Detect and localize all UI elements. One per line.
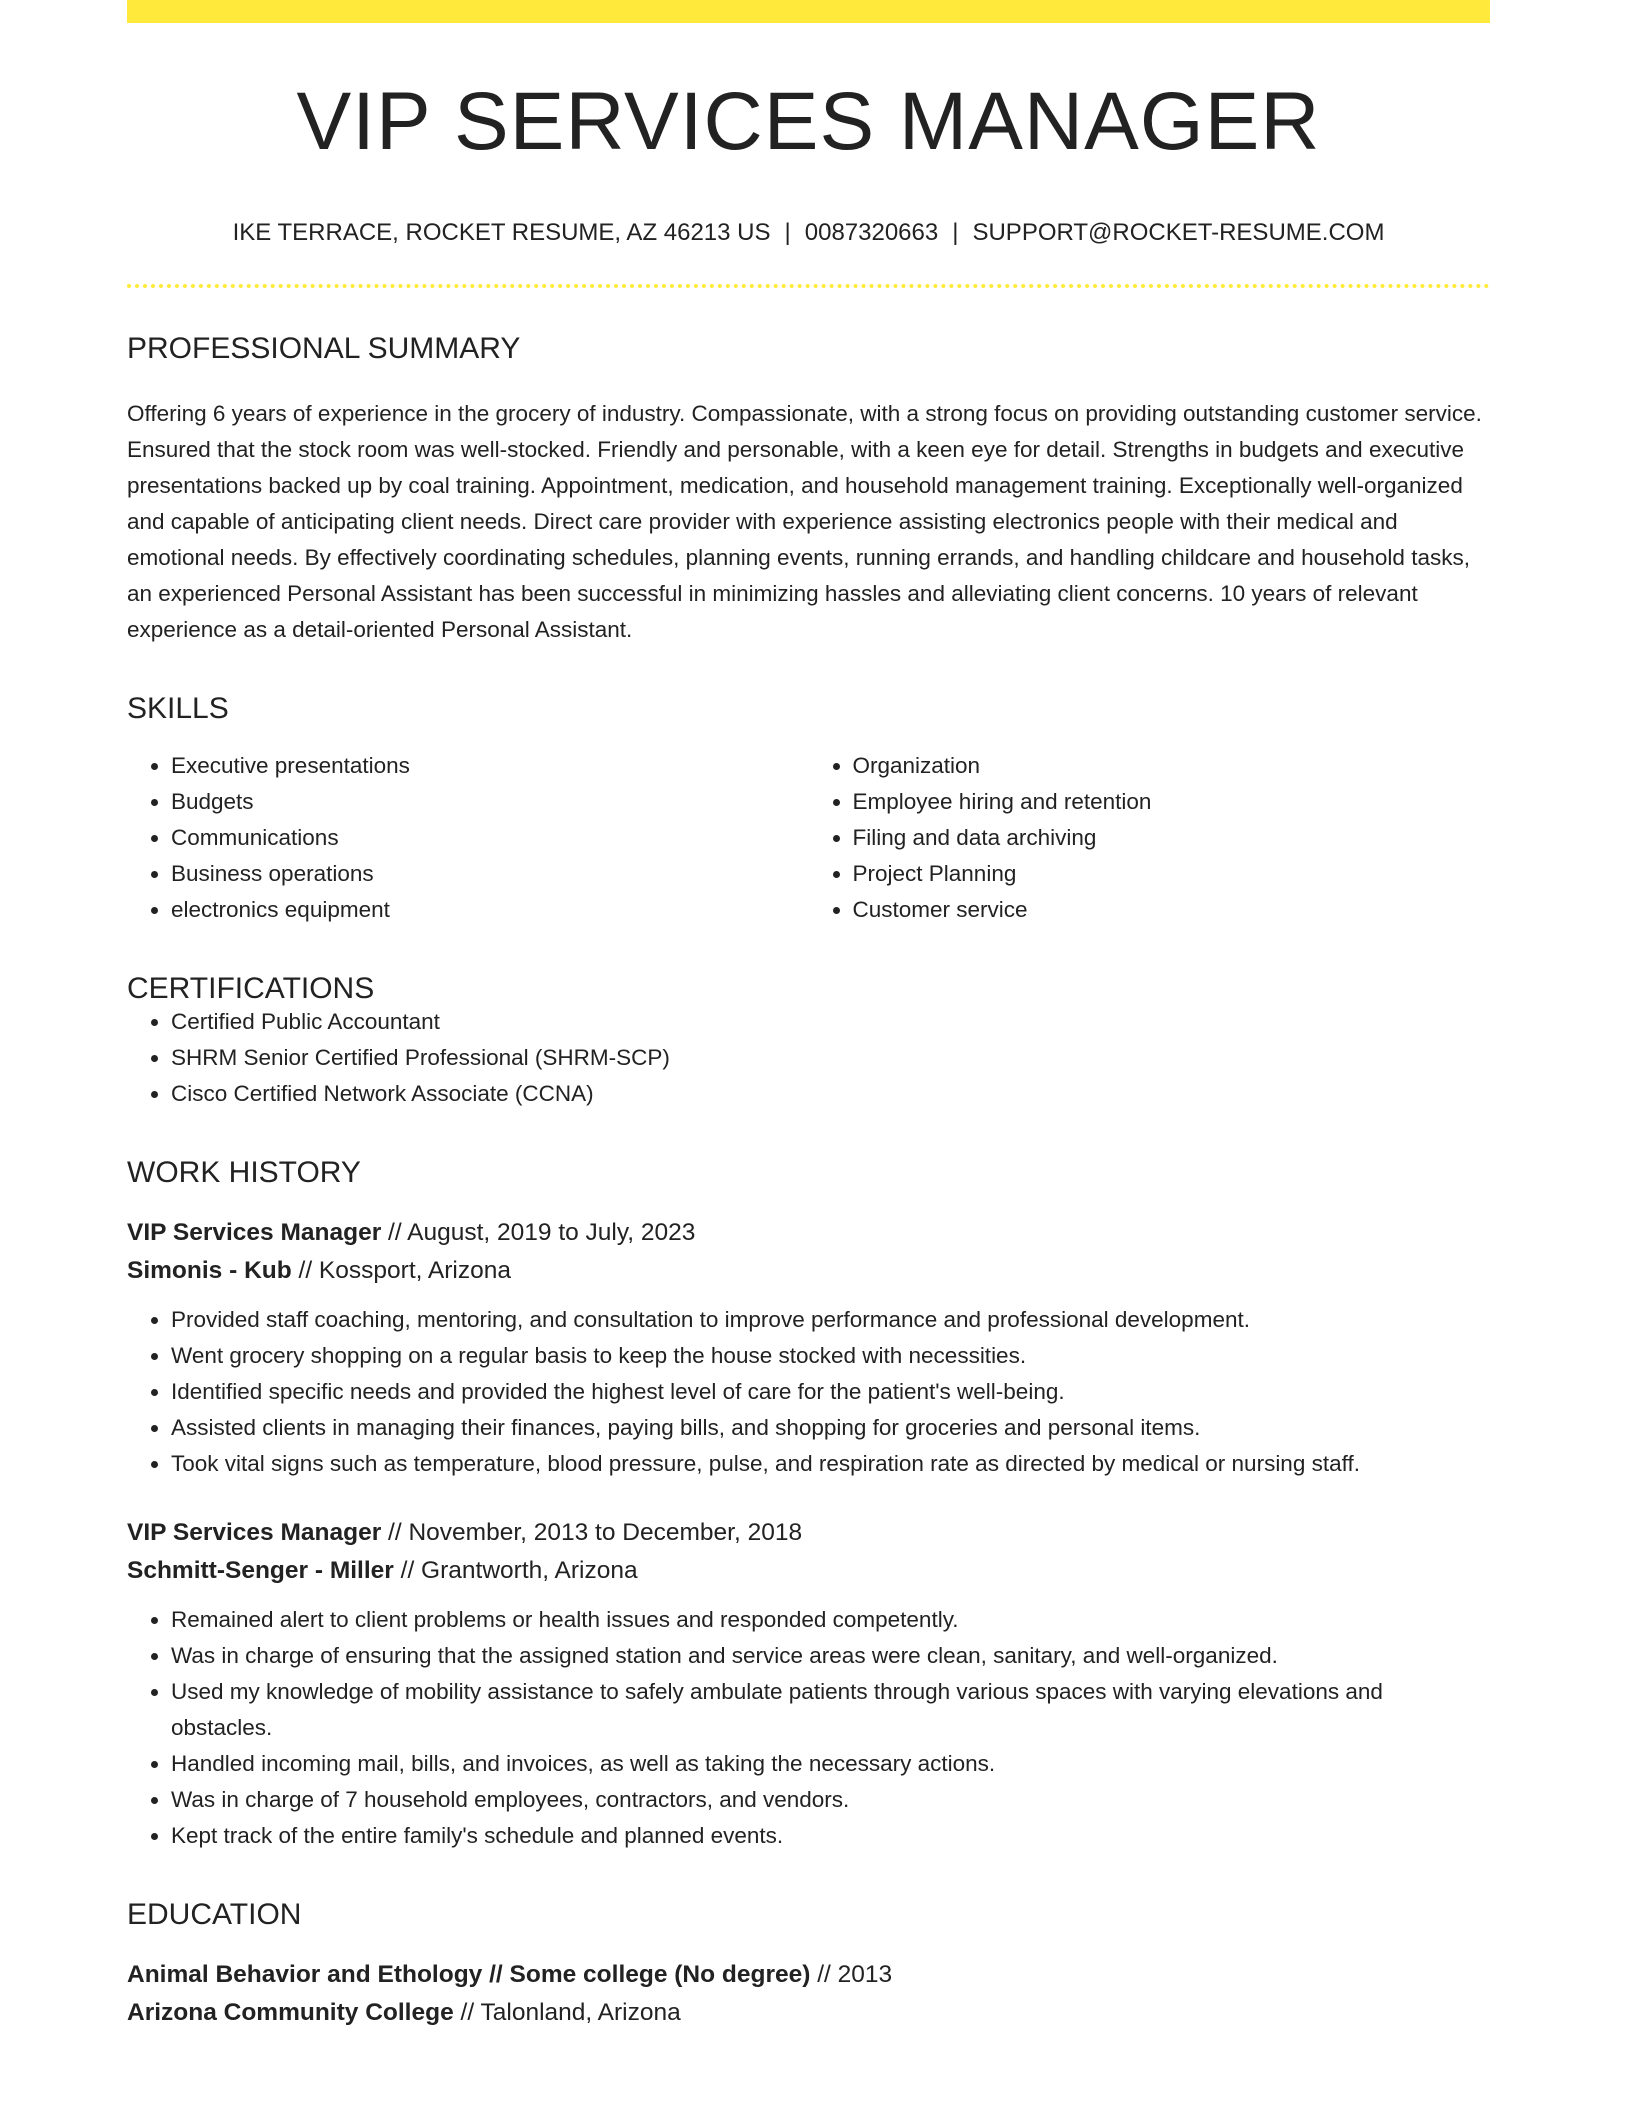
job-dates: // November, 2013 to December, 2018 [388, 1519, 803, 1546]
education-location: // Talonland, Arizona [460, 1999, 681, 2026]
section-title-education: EDUCATION [127, 1898, 302, 1931]
job-bullet: • Provided staff coaching, mentoring, and consultation to improve performance and professional development. [171, 1302, 1490, 1338]
skills-column-left [127, 748, 809, 928]
section-title-certifications: CERTIFICATIONS [127, 972, 375, 1005]
education-degree: Animal Behavior and Ethology // Some college (No degree) [127, 1961, 811, 1988]
job-bullet: • Was in charge of 7 household employees, contractors, and vendors. [171, 1782, 1490, 1818]
dotted-divider [127, 284, 1490, 288]
job-title-line [127, 1514, 1490, 1552]
job-bullet: • Kept track of the entire family's schedule and planned events. [171, 1818, 1490, 1854]
education-school-line [127, 1994, 1490, 2032]
contact-separator: | [784, 219, 791, 246]
job-dates: // August, 2019 to July, 2023 [388, 1219, 696, 1246]
job-bullet: • Went grocery shopping on a regular basis to keep the house stocked with necessities. [171, 1338, 1490, 1374]
summary-text: Offering 6 years of experience in the grocery of industry. Compassionate, with a strong focus on providing outstanding customer service. Ensured that the stock room was well-stocked. Friendly and personable, with a keen eye for detail. Strengths in budgets and executive presentations backed up by coal training. Appointment, medication, and household management training. Exceptionally well-organized and capable of anticipating client needs. Direct care provider with experience assisting electronics people with their medical and emotional needs. By effectively coordinating schedules, planning events, running errands, and handling childcare and household tasks, an experienced Personal Assistant has been successful in minimizing hassles and alleviating client concerns. 10 years of relevant experience as a detail-oriented Personal Assistant. [127, 401, 1482, 642]
skill-item: • Business operations [171, 856, 809, 892]
skill-item: • electronics equipment [171, 892, 809, 928]
job-bullet: • Was in charge of ensuring that the assigned station and service areas were clean, sanitary, and well-organized. [171, 1638, 1490, 1674]
job-bullet: • Identified specific needs and provided the highest level of care for the patient's well-being. [171, 1374, 1490, 1410]
job-bullet: • Assisted clients in managing their finances, paying bills, and shopping for groceries and personal items. [171, 1410, 1490, 1446]
job-bullets [127, 1602, 1490, 1854]
job-role: VIP Services Manager [127, 1519, 382, 1546]
section-title-work-history: WORK HISTORY [127, 1156, 361, 1189]
skill-item: • Budgets [171, 784, 809, 820]
job-title-line [127, 1214, 1490, 1252]
skills-list-right [809, 748, 1491, 928]
certification-item: • SHRM Senior Certified Professional (SHRM-SCP) [171, 1040, 1490, 1076]
job-company-line [127, 1252, 1490, 1290]
accent-top-bar [127, 0, 1490, 23]
job-bullets [127, 1302, 1490, 1482]
contact-address: IKE TERRACE, ROCKET RESUME, AZ 46213 US [232, 219, 771, 246]
skills-grid [127, 748, 1490, 928]
contact-line [127, 221, 1490, 245]
skill-item: • Customer service [853, 892, 1491, 928]
job-bullet: • Took vital signs such as temperature, blood pressure, pulse, and respiration rate as directed by medical or nursing staff. [171, 1446, 1490, 1482]
certifications-list [127, 1004, 1490, 1112]
contact-phone: 0087320663 [804, 219, 939, 246]
resume-name: VIP SERVICES MANAGER [296, 76, 1321, 167]
contact-email: SUPPORT@ROCKET-RESUME.COM [972, 219, 1385, 246]
job-location: // Grantworth, Arizona [400, 1557, 638, 1584]
section-title-summary: PROFESSIONAL SUMMARY [127, 332, 521, 365]
job-bullet: • Used my knowledge of mobility assistance to safely ambulate patients through various spaces with varying elevations and obstacles. [171, 1674, 1490, 1746]
job-entry [127, 1514, 1490, 1854]
job-company-line [127, 1552, 1490, 1590]
job-bullet: • Handled incoming mail, bills, and invoices, as well as taking the necessary actions. [171, 1746, 1490, 1782]
section-title-skills: SKILLS [127, 692, 229, 725]
skill-item: • Organization [853, 748, 1491, 784]
skill-item: • Filing and data archiving [853, 820, 1491, 856]
job-company: Simonis - Kub [127, 1257, 292, 1284]
job-role: VIP Services Manager [127, 1219, 382, 1246]
skill-item: • Project Planning [853, 856, 1491, 892]
job-entry [127, 1214, 1490, 1482]
education-school: Arizona Community College [127, 1999, 454, 2026]
job-bullet: • Remained alert to client problems or health issues and responded competently. [171, 1602, 1490, 1638]
education-degree-line [127, 1956, 1490, 1994]
job-location: // Kossport, Arizona [298, 1257, 511, 1284]
skills-column-right [809, 748, 1491, 928]
certification-item: • Cisco Certified Network Associate (CCNA) [171, 1076, 1490, 1112]
education-year: // 2013 [817, 1961, 893, 1988]
skill-item: • Employee hiring and retention [853, 784, 1491, 820]
skill-item: • Communications [171, 820, 809, 856]
skills-list-left [127, 748, 809, 928]
certification-item: • Certified Public Accountant [171, 1004, 1490, 1040]
skill-item: • Executive presentations [171, 748, 809, 784]
contact-separator: | [952, 219, 959, 246]
education-entry [127, 1956, 1490, 2032]
resume-page [127, 0, 1490, 2032]
job-company: Schmitt-Senger - Miller [127, 1557, 394, 1584]
